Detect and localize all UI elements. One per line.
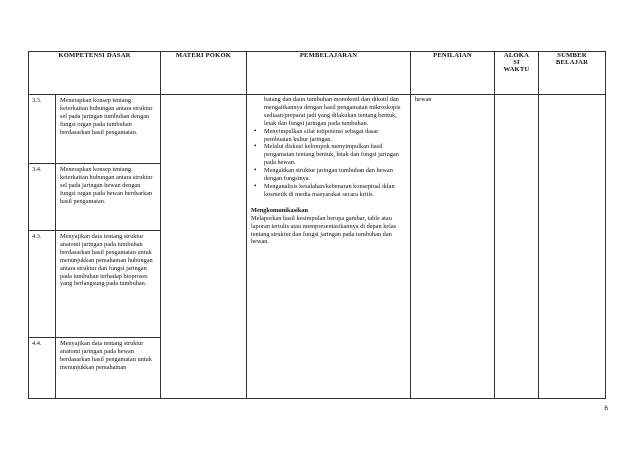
header-kompetensi-dasar: KOMPETENSI DASAR: [29, 52, 161, 95]
sumber-belajar-cell: [539, 95, 606, 399]
materi-pokok-cell: [161, 95, 247, 399]
header-alokasi-line-1: ALOKA: [503, 52, 530, 59]
header-alokasi-line-2: SI: [513, 59, 520, 66]
penilaian-text: hewan: [415, 96, 432, 103]
content-row: [29, 95, 606, 399]
kd-number: 3.4.: [32, 166, 42, 173]
bullet-item: • Menyimpulkan sifat totipotensi sebagai dasar pembuatan kultur jaringan.: [251, 128, 406, 144]
header-materi-pokok: MATERI POKOK: [161, 52, 247, 95]
pembelajaran-intro: batang dan daun tumbuhan monokotil dan dikotil dan mengaitkannya dengan hasil pengamatan mikroskopis sediaan/preparat jadi yang dilakukan tentang bentuk, letak dan fungsi jaringan pada tumbuhan.: [264, 96, 401, 127]
kd-item: [29, 231, 160, 338]
kd-text: Menerapkan konsep tentang keterkaitan hubungan antara struktur sel pada jaringan hewan dengan fungsi organ pada hewan berdsarkan hasil pengamatan.: [55, 164, 160, 230]
pembelajaran-subhead: Mengkomunikasikan: [251, 206, 309, 214]
kd-number: 3.3.: [32, 97, 42, 104]
header-sumber-line-1: SUMBER: [557, 52, 587, 59]
penilaian-cell: [411, 95, 495, 399]
header-sumber-belajar: [539, 52, 606, 95]
header-pembelajaran: PEMBELAJARAN: [247, 52, 411, 95]
pembelajaran-closing: Melaporkan hasil kesimpulan berupa gambar, table atau laporan tertulis atau mempresentasikannya di depan kelas tentang struktur dan fungsi jaringan pada tumbuhan dan hewan.: [251, 214, 397, 246]
bullet-item: • Menganalisis kesalahan/kebenaran konseptual iklan kosmetik di media masyarakat secara kritis.: [251, 183, 406, 199]
table-header-row: [29, 52, 606, 95]
kd-number: 4.4.: [32, 340, 42, 347]
rpp-table: [28, 51, 606, 399]
kompetensi-dasar-cell: [29, 95, 161, 399]
kd-number: 4.3.: [32, 233, 42, 240]
bullet-item: • Mengaitkan struktur jaringan tumbuhan dan hewan dengan fungsinya.: [251, 167, 406, 183]
pembelajaran-content: [247, 95, 410, 246]
pembelajaran-cell: [247, 95, 411, 399]
kd-text: Menerapkan konsep tentang keterkaitan hubungan antara struktur sel pada jaringan tumbuhan dengan fungsi organ pada tumbuhan berdasarkan hasil pengamatan.: [55, 95, 160, 163]
header-alokasi-waktu: [495, 52, 539, 95]
header-sumber-line-2: BELAJAR: [555, 59, 589, 66]
header-alokasi-line-3: WAKTU: [503, 66, 530, 73]
pembelajaran-bullets: [251, 128, 406, 199]
alokasi-waktu-cell: [495, 95, 539, 399]
bullet-item: • Melalui diskusi kelompok menyimpulkan hasil pengamatan tentang bentuk, letak dan fungsi jaringan pada hewan.: [251, 143, 406, 167]
kd-list: [29, 95, 160, 398]
kd-item: [29, 164, 160, 231]
kd-item: [29, 95, 160, 164]
page-number: 6: [604, 405, 608, 412]
kd-text: Menyajikan data tentang struktur anatomi jaringan pada tumbuhan berdasarkan hasil pengamatan untuk menunjukkan pemahaman hubungan antara struktur dan fungsi jaringan pada tumbuhan terhadap bioproses yang berlangsung pada tumbuhan.: [55, 231, 160, 337]
kd-item: [29, 338, 160, 398]
header-penilaian: PENILAIAN: [411, 52, 495, 95]
kd-text: Menyajikan data tentang struktur anatomi jaringan pada hewan berdasarkan hasil pengamatan untuk menunjukkan pemahaman: [55, 338, 160, 398]
